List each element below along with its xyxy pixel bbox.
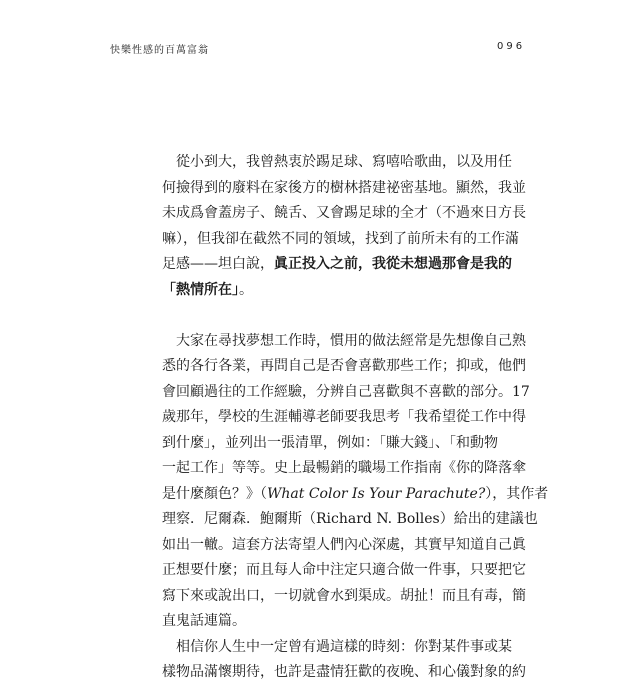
text-line: 如出一轍。這套方法寄望人們內心深處，其實早知道自己眞 — [162, 536, 526, 553]
text-line: 相信你人生中一定曾有過這樣的時刻：你對某件事或某 — [162, 638, 512, 655]
text-line: 一起工作」等等。史上最暢銷的職場工作指南《你的降落傘 — [162, 460, 526, 476]
text-line — [162, 482, 549, 508]
paragraph-2 — [162, 329, 549, 635]
text-line: 嘛），但我卻在截然不同的領域，找到了前所未有的工作滿 — [162, 230, 519, 247]
bold-emphasis: 眞正投入之前，我從未想過那會是我的 — [274, 256, 512, 272]
text-line: 悉的各行各業，再問自己是否會喜歡那些工作；抑或，他們 — [162, 358, 526, 374]
text-line: 直鬼話連篇。 — [162, 613, 246, 629]
paragraph-gap — [162, 303, 493, 329]
text-line: 寫下來或說出口，一切就會水到渠成。胡扯！而且有毒，簡 — [162, 587, 526, 604]
text-line: 歲那年，學校的生涯輔導老師要我思考「我希望從工作中得 — [162, 409, 526, 425]
text-line: 到什麼」，並列出一張清單，例如：「賺大錢」、「和動物 — [162, 434, 498, 451]
text-segment: 足感——坦白說， — [162, 256, 274, 272]
bold-emphasis: 「熱情所在」 — [162, 281, 239, 298]
text-segment: ），其作者 — [485, 485, 549, 502]
italic-book-title: What Color Is Your Parachute? — [267, 485, 486, 502]
paragraph-1 — [162, 150, 526, 303]
text-segment: 。 — [239, 281, 253, 298]
page-number: 096 — [497, 41, 526, 52]
running-header-title: 快樂性感的百萬富翁 — [110, 45, 209, 56]
text-line: 從小到大，我曾熱衷於踢足球、寫嘻哈歌曲，以及用任 — [162, 154, 512, 170]
text-line — [162, 278, 493, 304]
text-line: 未成爲會蓋房子、饒舌、又會踢足球的全才（不過來日方長 — [162, 205, 526, 221]
text-line: 理察．尼爾森．鮑爾斯（Richard N. Bolles）給出的建議也 — [162, 511, 538, 527]
text-line — [162, 252, 512, 278]
text-line: 正想要什麼；而且每人命中注定只適合做一件事，只要把它 — [162, 562, 526, 578]
text-line: 何撿得到的廢料在家後方的樹林搭建祕密基地。顯然，我並 — [162, 179, 526, 196]
text-line: 會回顧過往的工作經驗，分辨自己喜歡與不喜歡的部分。17 — [162, 383, 530, 400]
body-text — [162, 150, 549, 686]
paragraph-3 — [162, 635, 526, 686]
text-line: 大家在尋找夢想工作時，慣用的做法經常是先想像自己熟 — [162, 332, 526, 349]
text-segment: 是什麼顏色？》（ — [162, 485, 267, 502]
text-line: 樣物品滿懷期待，也許是盡情狂歡的夜晚、和心儀對象的約 — [162, 664, 526, 680]
